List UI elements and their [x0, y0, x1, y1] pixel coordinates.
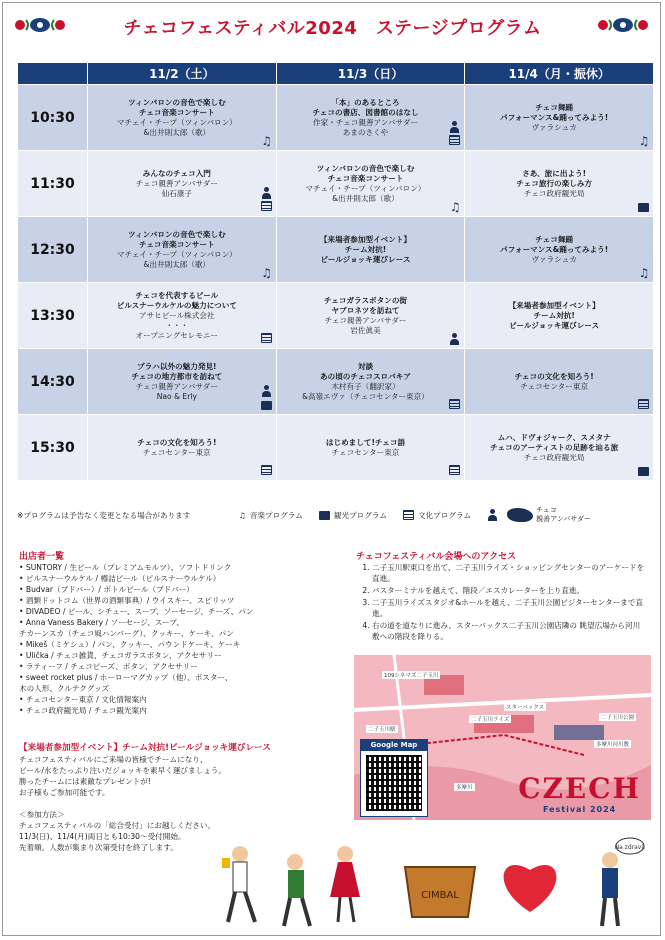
program-title: プラハ以外の魅力発見! チェコの地方都市を訪ねて [131, 361, 223, 381]
schedule-row [18, 349, 654, 415]
cimbalom-icon [405, 867, 475, 917]
access-heading: チェコフェスティバル会場へのアクセス [356, 552, 517, 562]
violinist-icon [602, 838, 645, 926]
day-header: 11/2（土） [88, 63, 277, 85]
day-header: 11/4（月・振休） [465, 63, 654, 85]
qr-code-icon [366, 755, 422, 811]
map-label: 二子玉川駅 [368, 727, 396, 733]
program-type-marker [261, 201, 273, 213]
program-cell [465, 217, 654, 283]
program-presenter: アサヒビール株式会社 ・・・ オープニングセレモニー [135, 310, 219, 340]
program-cell [276, 217, 465, 283]
legend-culture [403, 510, 471, 521]
shop-item: • ラティーフ / チェコビーズ、ボタン、アクセサリー [19, 662, 198, 671]
person-icon [487, 509, 497, 521]
bag-icon [638, 203, 649, 212]
event-line: お子様もご参加可能です。 [19, 788, 110, 797]
program-cell [88, 151, 277, 217]
program-title: チェコガラスボタンの街 ヤブロネツを訪ねて [323, 295, 408, 315]
access-step: 2. バスターミナルを越えて、階段／エスカレーターを上り直進。 [372, 585, 646, 596]
program-cell [465, 283, 654, 349]
google-map-qr[interactable] [360, 739, 428, 817]
map-label: 多摩川 [456, 785, 473, 791]
event-line: 11/3(日)、11/4(月)両日とも10:30～受付開始。 [19, 832, 186, 841]
program-presenter: 作家・チェコ親善アンバサダー あまのさくや [313, 117, 418, 137]
man-dancer-icon [284, 854, 310, 926]
program-type-marker [638, 399, 650, 411]
legend-tourism [319, 510, 387, 521]
heart-icon [504, 865, 557, 912]
shops-list [19, 562, 339, 716]
program-type-marker [449, 399, 461, 411]
logo-sub: Festival 2024 [542, 805, 617, 814]
program-type-marker [449, 333, 461, 345]
legend-music-label: 音楽プログラム [249, 510, 303, 520]
event-line: 勝ったチームには素敵なプレゼントが! [19, 777, 151, 786]
program-presenter: チェコセンター東京 [331, 447, 400, 457]
event-line: ビール/水をたっぷり注いだジョッキを素早く運びましょう。 [19, 766, 226, 775]
legend-ambassador-label: チェコ 親善アンバサダー [536, 506, 591, 523]
program-title: 「本」のあるところ チェコの書店、図書館のはなし [312, 97, 419, 117]
program-title: チェコ舞踊 パフォーマンス&踊ってみよう! [500, 234, 609, 254]
event-line: チェコフェスティバルの「総合受付」にお越しください。 [19, 821, 216, 830]
program-presenter: チェコセンター東京 [142, 447, 211, 457]
festival-logo [518, 772, 641, 814]
program-presenter: チェコ親善アンバサダー Nao & Erly [135, 381, 218, 401]
legend [17, 506, 654, 524]
map-label: スターバックス [506, 705, 545, 711]
program-presenter: 木村有子（翻訳家） &高嶺エヴァ（チェコセンター東京） [302, 381, 429, 401]
shop-item: • sweet rocket plus / ホーローマグカップ（他）、ポスター、 木の人形、クルテクグッズ [19, 673, 233, 693]
bag-icon [261, 401, 272, 410]
music-icon: ♫ [449, 200, 461, 214]
time-slot: 14:30 [18, 349, 88, 415]
legend-music [239, 510, 303, 521]
ambassador-marker [261, 385, 273, 397]
shop-item: • 酒類ドットコム（世界の酒類事典）/ ウイスキー、スピリッツ [19, 596, 235, 605]
shop-item: • ピルスナーウルケル / 樽詰ビール（ピルスナーウルケル） [19, 574, 221, 583]
program-presenter: マチェイ・チープ（ツィンバロン） &出井則太郎（歌） [305, 183, 426, 203]
header-corner [18, 63, 88, 85]
shop-item: • Budvar（ブドバー）/ ボトルビール（ブドバー） [19, 585, 194, 594]
program-cell [88, 349, 277, 415]
program-title: チェコを代表するビール ピルスナーウルケルの魅力について [116, 290, 237, 310]
program-presenter: チェコセンター東京 [520, 381, 589, 391]
logo-main: CZECH [518, 772, 641, 805]
program-cell [88, 283, 277, 349]
program-presenter: マチェイ・チープ（ツィンバロン） &出井則太郎（歌） [116, 117, 237, 137]
book-icon [449, 465, 460, 475]
program-presenter: チェコ政府観光局 [523, 188, 585, 198]
program-cell [88, 85, 277, 151]
venue-map[interactable] [354, 655, 651, 820]
map-label: 多摩川河川敷 [596, 742, 630, 748]
music-icon: ♫ [638, 134, 650, 148]
festival-illustration [200, 832, 650, 932]
event-line [19, 798, 339, 809]
event-heading: 【来場者参加型イベント】チーム対抗!ビールジョッキ運びレース [19, 743, 271, 753]
program-type-marker [261, 465, 273, 477]
shops-heading: 出店者一覧 [19, 552, 65, 562]
program-cell [465, 415, 654, 481]
legend-ambassador [487, 506, 591, 524]
event-line: チェコフェスティバルにご来場の皆様でチームになり、 [19, 755, 208, 764]
shop-item: • SUNTORY / 生ビール（プレミアムモルツ）、ソフトドリンク [19, 563, 232, 572]
person-icon [449, 333, 459, 345]
program-type-marker [638, 201, 650, 213]
program-presenter: チェコ親善アンバサダー 仙石康子 [135, 178, 218, 198]
program-title: チェコの文化を知ろう! [137, 437, 217, 447]
schedule-row [18, 85, 654, 151]
bag-icon [638, 467, 649, 476]
woman-dancer-icon [330, 846, 360, 922]
book-icon [261, 333, 272, 343]
access-steps [356, 562, 646, 643]
access-step: 3. 二子玉川ライズスタジオ&ホールを越え、二子玉川公園ビジターセンターまで直進。 [372, 597, 646, 619]
schedule-row [18, 415, 654, 481]
map-label: 二子玉川ライズ [471, 717, 510, 723]
person-icon [449, 121, 459, 133]
music-icon: ♫ [239, 510, 246, 520]
folk-ornament-right-icon [595, 12, 651, 38]
book-icon [449, 135, 460, 145]
program-cell [465, 85, 654, 151]
program-type-marker [638, 267, 650, 279]
program-presenter: マチェイ・チープ（ツィンバロン） &出井則太郎（歌） [116, 249, 237, 269]
person-icon [261, 385, 271, 397]
schedule-row [18, 217, 654, 283]
program-title: 対談 あの頃のチェコスロバキア [320, 361, 411, 381]
program-cell [276, 85, 465, 151]
shop-item: • DIVADEO / ビール、シチュー、スープ、ソーセージ、チーズ、パン [19, 607, 254, 616]
schedule-row [18, 283, 654, 349]
person-icon [261, 187, 271, 199]
time-slot: 15:30 [18, 415, 88, 481]
program-title: 【来場者参加型イベント】 チーム対抗! ビールジョッキ運びレース [508, 300, 600, 330]
time-slot: 13:30 [18, 283, 88, 349]
book-icon [403, 510, 414, 520]
program-title: ツィンバロンの音色で楽しむ チェコ音楽コンサート [316, 163, 415, 183]
program-title: はじめまして!チェコ語 [325, 437, 406, 447]
qr-caption: Google Map [361, 740, 427, 751]
program-type-marker [449, 201, 461, 213]
shop-item: • Anna Vaness Bakery / ソーセージ、スープ、 チカーンスカ（チェコ風ハンバーグ）、クッキー、ケーキ、パン [19, 618, 234, 638]
program-title: チェコ舞踊 パフォーマンス&踊ってみよう! [500, 102, 609, 122]
shop-item: • Ulička / チェコ雑貨、チェコガラスボタン、アクセサリー [19, 651, 222, 660]
legend-tourism-label: 観光プログラム [333, 510, 387, 520]
program-presenter: チェコ親善アンバサダー 岩佐眞美 [324, 315, 407, 335]
program-cell [465, 349, 654, 415]
program-cell [465, 151, 654, 217]
program-cell [88, 217, 277, 283]
music-icon: ♫ [638, 266, 650, 280]
access-step: 4. 右の道を道なりに進み、スターバックス二子玉川公園店隣の 眺望広場から河川敷への階段を降りる。 [372, 620, 646, 642]
program-type-marker [261, 399, 273, 411]
book-icon [638, 399, 649, 409]
book-icon [449, 399, 460, 409]
schedule-header-row [18, 63, 654, 85]
day-header: 11/3（日） [276, 63, 465, 85]
program-title: チェコの文化を知ろう! [514, 371, 594, 381]
program-presenter: チェコ政府観光局 [523, 452, 585, 462]
shop-item: • Mikeš（ミケシュ）/ パン、クッキー、パウンドケーキ、ケーキ [19, 640, 241, 649]
legend-culture-label: 文化プログラム [418, 510, 472, 520]
program-cell [276, 349, 465, 415]
map-label: 二子玉川公園 [601, 715, 635, 721]
time-slot: 12:30 [18, 217, 88, 283]
program-type-marker [638, 465, 650, 477]
program-type-marker [449, 135, 461, 147]
program-presenter: ヴァラシュカ [531, 122, 577, 132]
legend-note: ※プログラムは予告なく変更となる場合があります [17, 510, 191, 520]
program-cell [88, 415, 277, 481]
schedule-row [18, 151, 654, 217]
shop-item: • チェコセンター東京 / 文化情報案内 [19, 695, 147, 704]
page-title: チェコフェスティバル2024 ステージプログラム [123, 18, 542, 39]
program-cell [276, 151, 465, 217]
program-type-marker [449, 465, 461, 477]
music-icon: ♫ [261, 266, 273, 280]
waiter-figure-icon [222, 846, 255, 922]
map-label: 109シネマズ二子玉川 [384, 673, 439, 679]
event-line: 先着順。人数が集まり次第受付を終了します。 [19, 843, 178, 852]
program-title: さあ、旅に出よう! チェコ旅行の楽しみ方 [516, 168, 593, 188]
program-title: みんなのチェコ入門 [142, 168, 211, 178]
cimbal-label: CIMBAL [421, 890, 459, 901]
program-title: ムハ、ドヴォジャーク、スメタナ チェコのアーティストの足跡を辿る旅 [490, 432, 619, 452]
program-type-marker [261, 267, 273, 279]
time-slot: 11:30 [18, 151, 88, 217]
program-cell [276, 415, 465, 481]
program-presenter: ヴァラシュカ [531, 254, 577, 264]
bag-icon [319, 511, 330, 520]
ambassador-marker [261, 187, 273, 199]
stage-schedule-table [17, 62, 654, 481]
music-icon: ♫ [261, 134, 273, 148]
program-title: ツィンバロンの音色で楽しむ チェコ音楽コンサート [127, 229, 226, 249]
ambassador-marker [449, 121, 461, 133]
program-title: ツィンバロンの音色で楽しむ チェコ音楽コンサート [127, 97, 226, 117]
program-type-marker [261, 135, 273, 147]
access-step: 1. 二子玉川駅東口を出て、二子玉川ライズ・ショッピングセンターのアーケードを直進。 [372, 562, 646, 584]
book-icon [261, 201, 272, 211]
time-slot: 10:30 [18, 85, 88, 151]
speech-bubble-text: Na zdraví! [614, 844, 646, 851]
czech-map-icon [507, 508, 533, 522]
program-title: 【来場者参加型イベント】 チーム対抗! ビールジョッキ運びレース [319, 234, 412, 264]
event-line: ＜参加方法＞ [19, 810, 65, 819]
book-icon [261, 465, 272, 475]
program-type-marker [261, 333, 273, 345]
shop-item: • チェコ政府観光局 / チェコ観光案内 [19, 706, 147, 715]
program-cell [276, 283, 465, 349]
program-type-marker [638, 135, 650, 147]
